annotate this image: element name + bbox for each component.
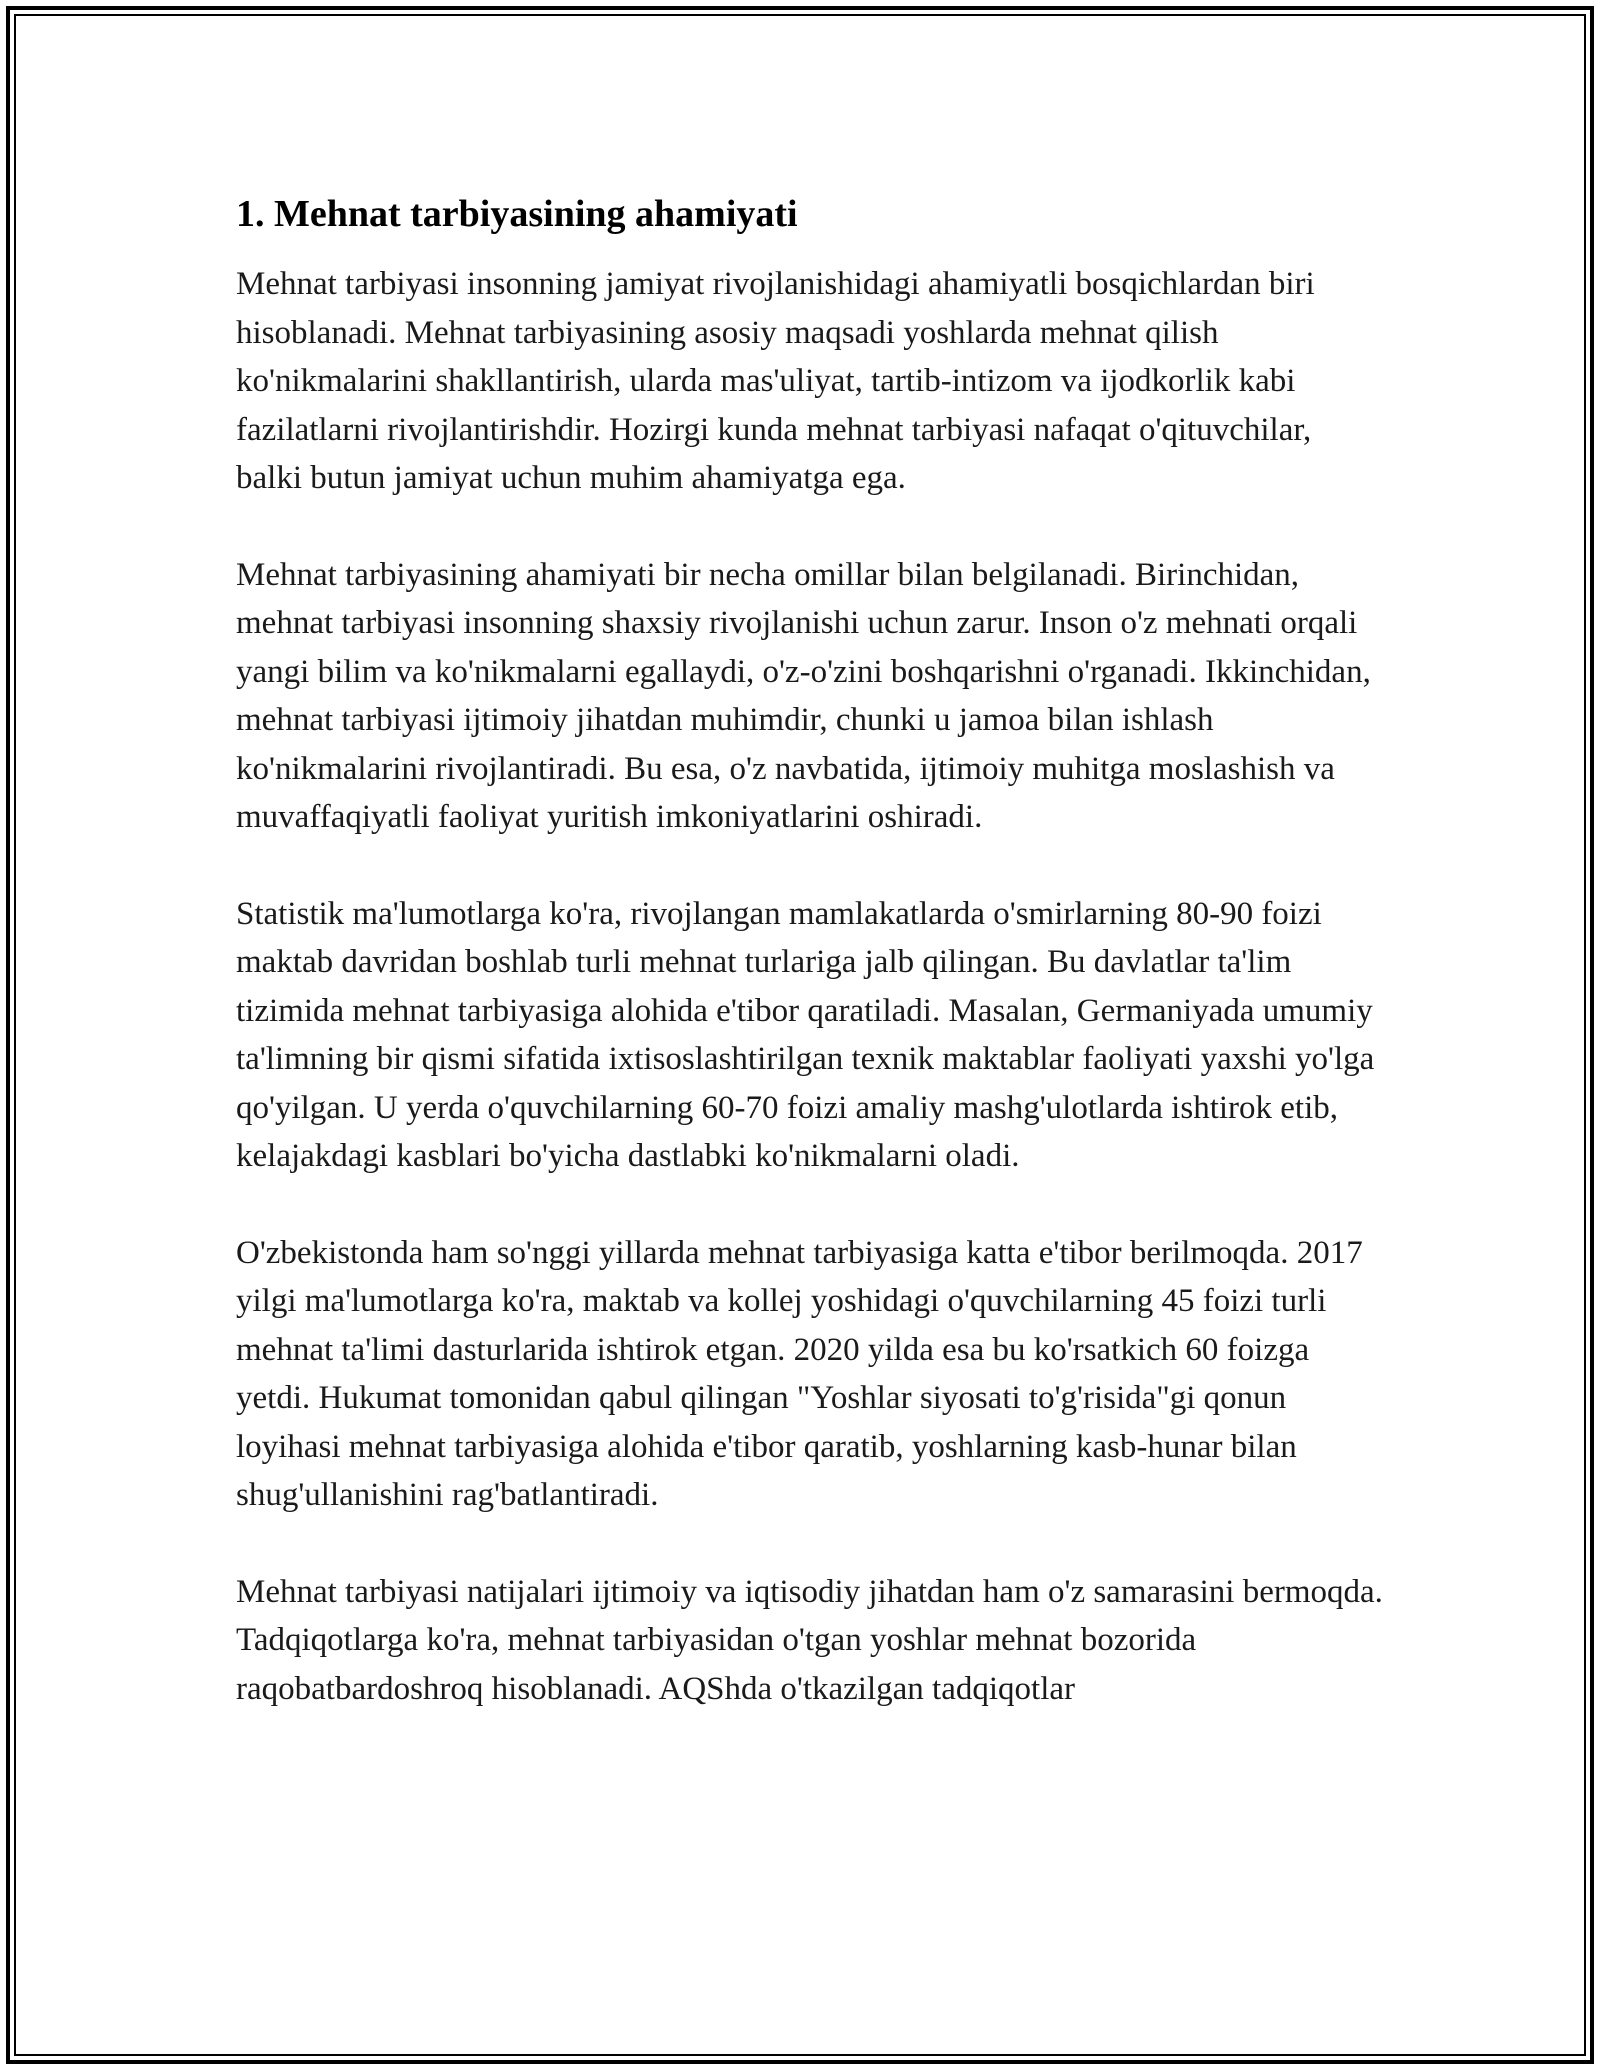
paragraph-4: O'zbekistonda ham so'nggi yillarda mehnat tarbiyasiga katta e'tibor berilmoqda. 2017 yilgi ma'lumotlarga ko'ra, maktab va kollej yoshidagi o'quvchilarning 45 foizi turli mehnat ta'limi dasturlarida ishtirok etgan. 2020 yilda esa bu ko'rsatkich 60 foizga yetdi. Hukumat tomonidan qabul qilingan "Yoshlar siyosati to'g'risida"gi qonun loyihasi mehnat tarbiyasiga alohida e'tibor qaratib, yoshlarning kasb-hunar bilan shug'ullanishini rag'batlantiradi.	[236, 1234, 1363, 1513]
paragraph-2: Mehnat tarbiyasining ahamiyati bir necha omillar bilan belgilanadi. Birinchidan, mehnat tarbiyasi insonning shaxsiy rivojlanishi uchun zarur. Inson o'z mehnati orqali yangi bilim va ko'nikmalarni egallaydi, o'z-o'zini boshqarishni o'rganadi. Ikkinchidan, mehnat tarbiyasi ijtimoiy jihatdan muhimdir, chunki u jamoa bilan ishlash ko'nikmalarini rivojlantiradi. Bu esa, o'z navbatida, ijtimoiy muhitga moslashish va muvaffaqiyatli faoliyat yuritish imkoniyatlarini oshiradi.	[236, 556, 1371, 835]
paragraph-3: Statistik ma'lumotlarga ko'ra, rivojlangan mamlakatlarda o'smirlarning 80-90 foizi maktab davridan boshlab turli mehnat turlariga jalb qilingan. Bu davlatlar ta'lim tizimida mehnat tarbiyasiga alohida e'tibor qaratiladi. Masalan, Germaniyada umumiy ta'limning bir qismi sifatida ixtisoslashtirilgan texnik maktablar faoliyati yaxshi yo'lga qo'yilgan. U yerda o'quvchilarning 60-70 foizi amaliy mashg'ulotlarda ishtirok etib, kelajakdagi kasblari bo'yicha dastlabki ko'nikmalarni oladi.	[236, 895, 1375, 1174]
section-heading: 1. Mehnat tarbiyasining ahamiyati	[236, 193, 798, 235]
paragraph-5: Mehnat tarbiyasi natijalari ijtimoiy va iqtisodiy jihatdan ham o'z samarasini bermoqda. Tadqiqotlarga ko'ra, mehnat tarbiyasidan o'tgan yoshlar mehnat bozorida raqobatbardoshroq hisoblanadi. AQShda o'tkazilgan tadqiqotlar	[236, 1573, 1383, 1707]
document-content	[236, 188, 1384, 1761]
paragraph-1: Mehnat tarbiyasi insonning jamiyat rivojlanishidagi ahamiyatli bosqichlardan biri hisoblanadi. Mehnat tarbiyasining asosiy maqsadi yoshlarda mehnat qilish ko'nikmalarini shakllantirish, ularda mas'uliyat, tartib-intizom va ijodkorlik kabi fazilatlarni rivojlantirishdir. Hozirgi kunda mehnat tarbiyasi nafaqat o'qituvchilar, balki butun jamiyat uchun muhim ahamiyatga ega.	[236, 266, 1315, 496]
